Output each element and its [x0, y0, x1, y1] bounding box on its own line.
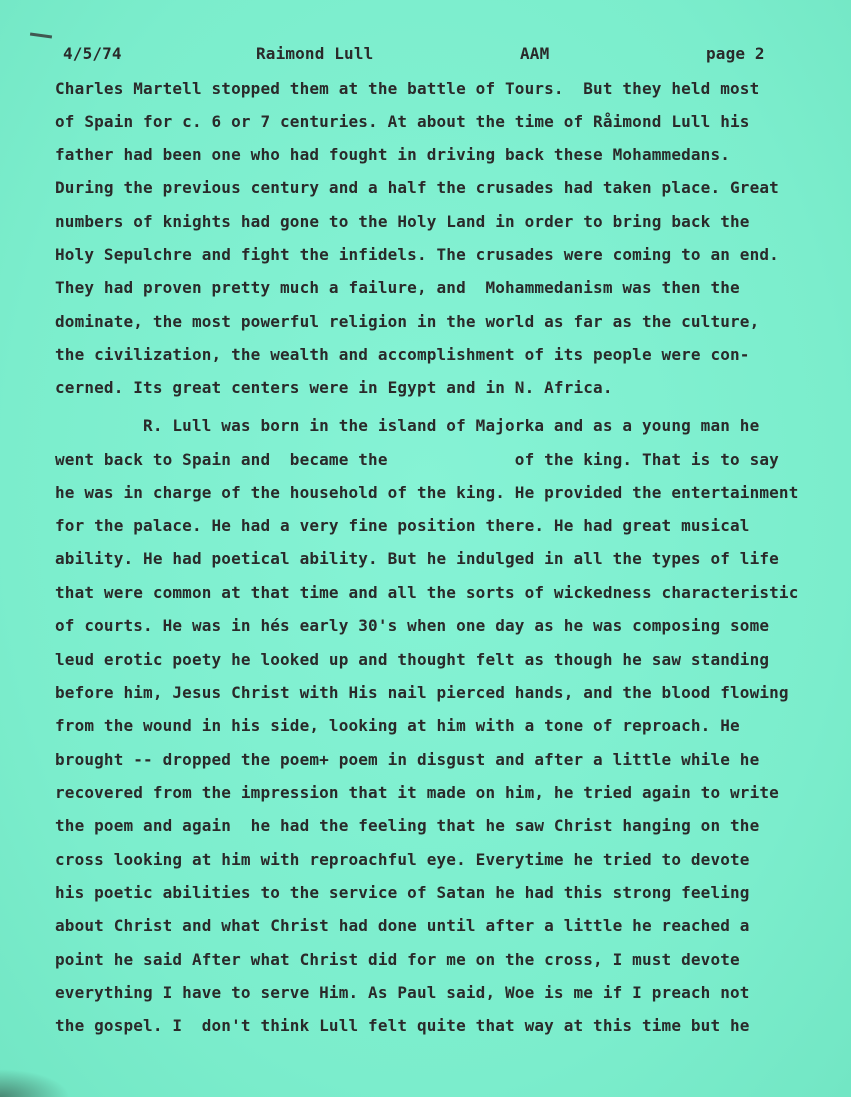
text-line: the civilization, the wealth and accomplishment of its people were con-: [55, 345, 750, 364]
text-line: about Christ and what Christ had done until after a little he reached a: [55, 916, 750, 935]
text-line: of courts. He was in hés early 30's when one day as he was composing some: [55, 616, 770, 635]
header-title: Raimond Lull: [256, 44, 374, 63]
text-line: cerned. Its great centers were in Egypt and in N. Africa.: [55, 378, 613, 397]
text-line: went back to Spain and became the of the king. That is to say: [55, 450, 779, 469]
page-header: [0, 44, 851, 68]
text-line: Charles Martell stopped them at the battle of Tours. But they held most: [55, 79, 760, 98]
text-line: his poetic abilities to the service of Satan he had this strong feeling: [55, 883, 750, 902]
text-line: leud erotic poety he looked up and thought felt as though he saw standing: [55, 650, 770, 669]
text-line: the poem and again he had the feeling that he saw Christ hanging on the: [55, 816, 760, 835]
text-line: Holy Sepulchre and fight the infidels. The crusades were coming to an end.: [55, 245, 779, 264]
text-line: numbers of knights had gone to the Holy Land in order to bring back the: [55, 212, 750, 231]
text-line: recovered from the impression that it made on him, he tried again to write: [55, 783, 779, 802]
text-line: point he said After what Christ did for me on the cross, I must devote: [55, 950, 740, 969]
header-page-number: page 2: [706, 44, 765, 63]
text-line: ability. He had poetical ability. But he indulged in all the types of life: [55, 549, 779, 568]
stray-ink-mark: [30, 32, 52, 38]
text-line: R. Lull was born in the island of Majorka and as a young man he: [55, 416, 760, 435]
text-line: the gospel. I don't think Lull felt quite that way at this time but he: [55, 1016, 750, 1035]
text-line: he was in charge of the household of the king. He provided the entertainment: [55, 483, 799, 502]
text-line: that were common at that time and all the sorts of wickedness characteristic: [55, 583, 799, 602]
text-line: father had been one who had fought in driving back these Mohammedans.: [55, 145, 731, 164]
scan-corner-shadow: [0, 1069, 70, 1097]
text-line: from the wound in his side, looking at him with a tone of reproach. He: [55, 716, 740, 735]
text-line: They had proven pretty much a failure, and Mohammedanism was then the: [55, 278, 740, 297]
text-line: brought -- dropped the pоem+ poem in disgust and after a little while he: [55, 750, 760, 769]
text-line: of Spain for c. 6 or 7 centuries. At about the time of Råimond Lull his: [55, 112, 750, 131]
text-line: before him, Jesus Christ with His nail pierced hands, and the blood flowing: [55, 683, 789, 702]
text-line: for the palace. He had a very fine position there. He had great musical: [55, 516, 750, 535]
text-line: dominate, the most powerful religion in the world as far as the culture,: [55, 312, 760, 331]
text-line: During the previous century and a half the crusades had taken place. Great: [55, 178, 779, 197]
header-date: 4/5/74: [63, 44, 122, 63]
header-initials: AAM: [520, 44, 550, 63]
text-line: cross looking at him with reproachful eye. Everytime he tried to devote: [55, 850, 750, 869]
text-line: everything I have to serve Him. As Paul said, Woe is me if I preach not: [55, 983, 750, 1002]
